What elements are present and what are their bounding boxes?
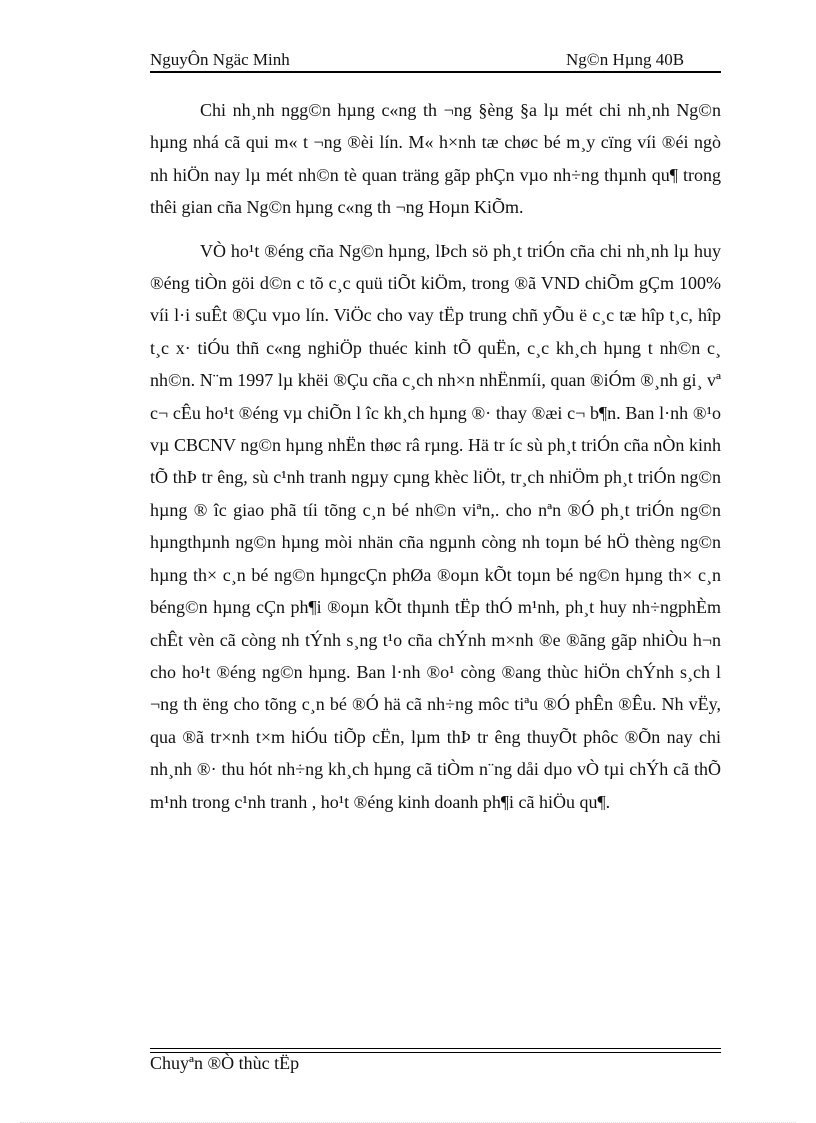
header-bank-name: Ng©n Hµng 40B	[566, 50, 685, 69]
header-divider	[150, 71, 721, 73]
footer-divider-thick	[150, 1048, 721, 1049]
header-author: NguyÔn Ngäc Minh	[150, 50, 290, 69]
body-paragraph: VÒ ho¹t ®éng cña Ng©n hµng, lÞch sö ph¸t triÓn cña chi nh¸nh lµ huy ®éng tiÒn göi d©n c tõ c¸c quü tiÕt kiÖm, trong ®ã VND chiÕm gÇm 100% víi l·i suÊt ®Çu vµo lín. ViÖc cho vay tËp trung chñ yÕu ë c¸c tæ hîp t¸c, hîp t¸c x· tiÓu thñ c«ng nghiÖp thuéc kinh tÕ quËn, c¸c kh¸ch hµng t nh©n c¸ nh©n. N¨m 1997 lµ khëi ®Çu cña c¸ch nh×n nhËnmíi, quan ®iÓm ®¸nh gi¸ vª c¬ cÊu ho¹t ®éng vµ chiÕn l îc kh¸ch hµng ®· thay ®æi c¬ b¶n. Ban l·nh ®¹o vµ CBCNV ng©n hµng nhËn thøc râ rµng. Hä tr íc sù ph¸t triÓn cña nÒn kinh tÕ thÞ tr êng, sù c¹nh tranh ngµy cµng khèc liÖt, tr¸ch nhiÖm ph¸t triÓn ng©n hµng ® îc giao phã tíi tõng c¸n bé nh©n viªn,. cho nªn ®Ó ph¸t triÓn ng©n hµngthµnh ng©n hµng mòi nhän cña ngµnh còng nh toµn bé hÖ thèng ng©n hµng th× c¸n bé ng©n hµngcÇn phØa ®oµn kÕt toµn bé ng©n hµng th× c¸n béng©n hµng cÇn ph¶i ®oµn kÕt thµnh tËp thÓ m¹nh, ph¸t huy nh÷ngphÈm chÊt vèn cã còng nh tÝnh s¸ng t¹o cña chÝnh m×nh ®e ®ãng gãp nhiÒu h¬n cho ho¹t ®éng ng©n hµng. Ban l·nh ®o¹ còng ®ang thùc hiÖn chÝnh s¸ch l ¬ng th ëng cho tõng c¸n bé ®Ó hä cã nh÷ng môc tiªu ®Ó phÊn ®Êu. Nh vËy, qua ®ã tr×nh t×m hiÓu tiÕp cËn, lµm thÞ tr êng thuyÕt phôc ®Õn nay chi nh¸nh ®· thu hót nh÷ng kh¸ch hµng cã tiÒm n¨ng dåi dµo vÒ tµi chÝh cã thÕ m¹nh trong c¹nh tranh , ho¹t ®éng kinh doanh ph¶i cã hiÖu qu¶.	[150, 240, 721, 812]
body-paragraph: Chi nh¸nh ngg©n hµng c«ng th ¬ng §èng §a lµ mét chi nh¸nh Ng©n hµng nhá cã qui m« t ¬ng ®èi lín. M« h×nh tæ chøc bé m¸y cïng víi ®éi ngò nh hiÖn nay lµ mét nh©n tè quan träng gãp phÇn vµo nh÷ng thµnh qu¶ trong thêi gian cña Ng©n hµng c«ng th ¬ng Hoµn KiÕm.	[150, 100, 721, 218]
document-body	[150, 94, 721, 829]
page-header	[150, 50, 721, 72]
page-footer: Chuyªn ®Ò thùc tËp	[150, 1053, 300, 1073]
